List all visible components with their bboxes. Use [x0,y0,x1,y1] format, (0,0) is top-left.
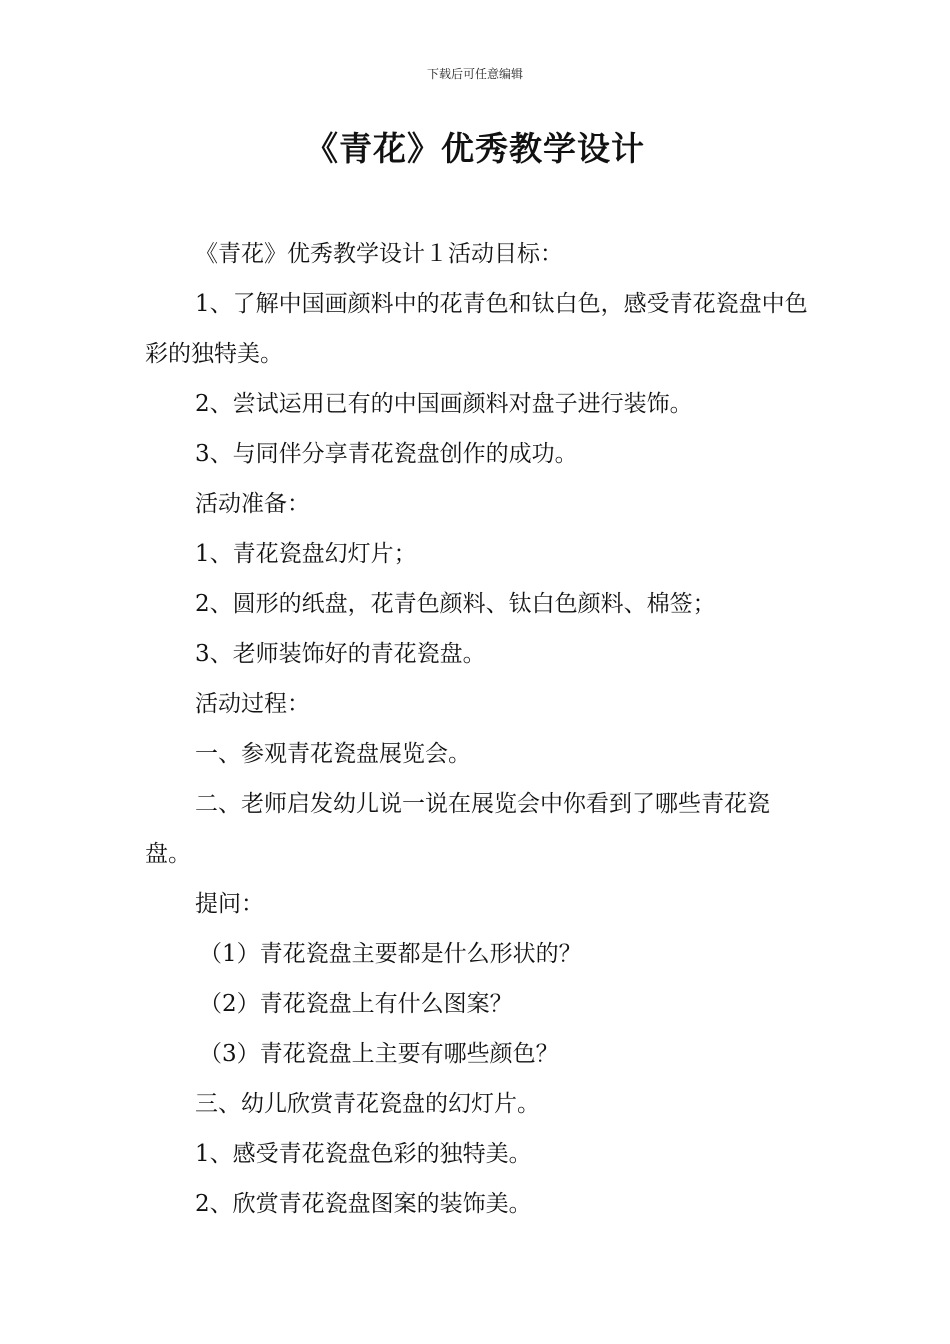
paragraph-question-2: （2）青花瓷盘上有什么图案？ [199,991,513,1017]
paragraph-question-3: （3）青花瓷盘上主要有哪些颜色？ [199,1041,559,1067]
paragraph-intro-objectives: 《青花》优秀教学设计１活动目标： [195,241,563,267]
paragraph-preparation-1: 1、青花瓷盘幻灯片； [195,541,417,567]
paragraph-process-2: 二、老师启发幼儿说一说在展览会中你看到了哪些青花瓷盘。 [145,791,770,867]
document-title: 《青花》优秀教学设计 [305,129,645,168]
paragraph-process-3: 三、幼儿欣赏青花瓷盘的幻灯片。 [195,1091,540,1117]
document-body [145,229,809,1229]
paragraph-preparation-3: 3、老师装饰好的青花瓷盘。 [195,641,486,667]
header-note: 下载后可任意编辑 [426,67,523,81]
heading-preparation: 活动准备： [195,491,310,517]
paragraph-question-1: （1）青花瓷盘主要都是什么形状的？ [199,941,582,967]
paragraph-objective-3: 3、与同伴分享青花瓷盘创作的成功。 [195,441,578,467]
paragraph-preparation-2: 2、圆形的纸盘，花青色颜料、钛白色颜料、棉签； [195,591,716,617]
paragraph-process-1: 一、参观青花瓷盘展览会。 [195,741,471,767]
paragraph-appreciate-2: 2、欣赏青花瓷盘图案的装饰美。 [195,1191,532,1217]
paragraph-appreciate-1: 1、感受青花瓷盘色彩的独特美。 [195,1141,532,1167]
heading-process: 活动过程： [195,691,310,717]
heading-questions: 提问： [195,891,264,917]
paragraph-objective-2: 2、尝试运用已有的中国画颜料对盘子进行装饰。 [195,391,693,417]
paragraph-objective-1: 1、了解中国画颜料中的花青色和钛白色，感受青花瓷盘中色彩的独特美。 [145,291,808,367]
